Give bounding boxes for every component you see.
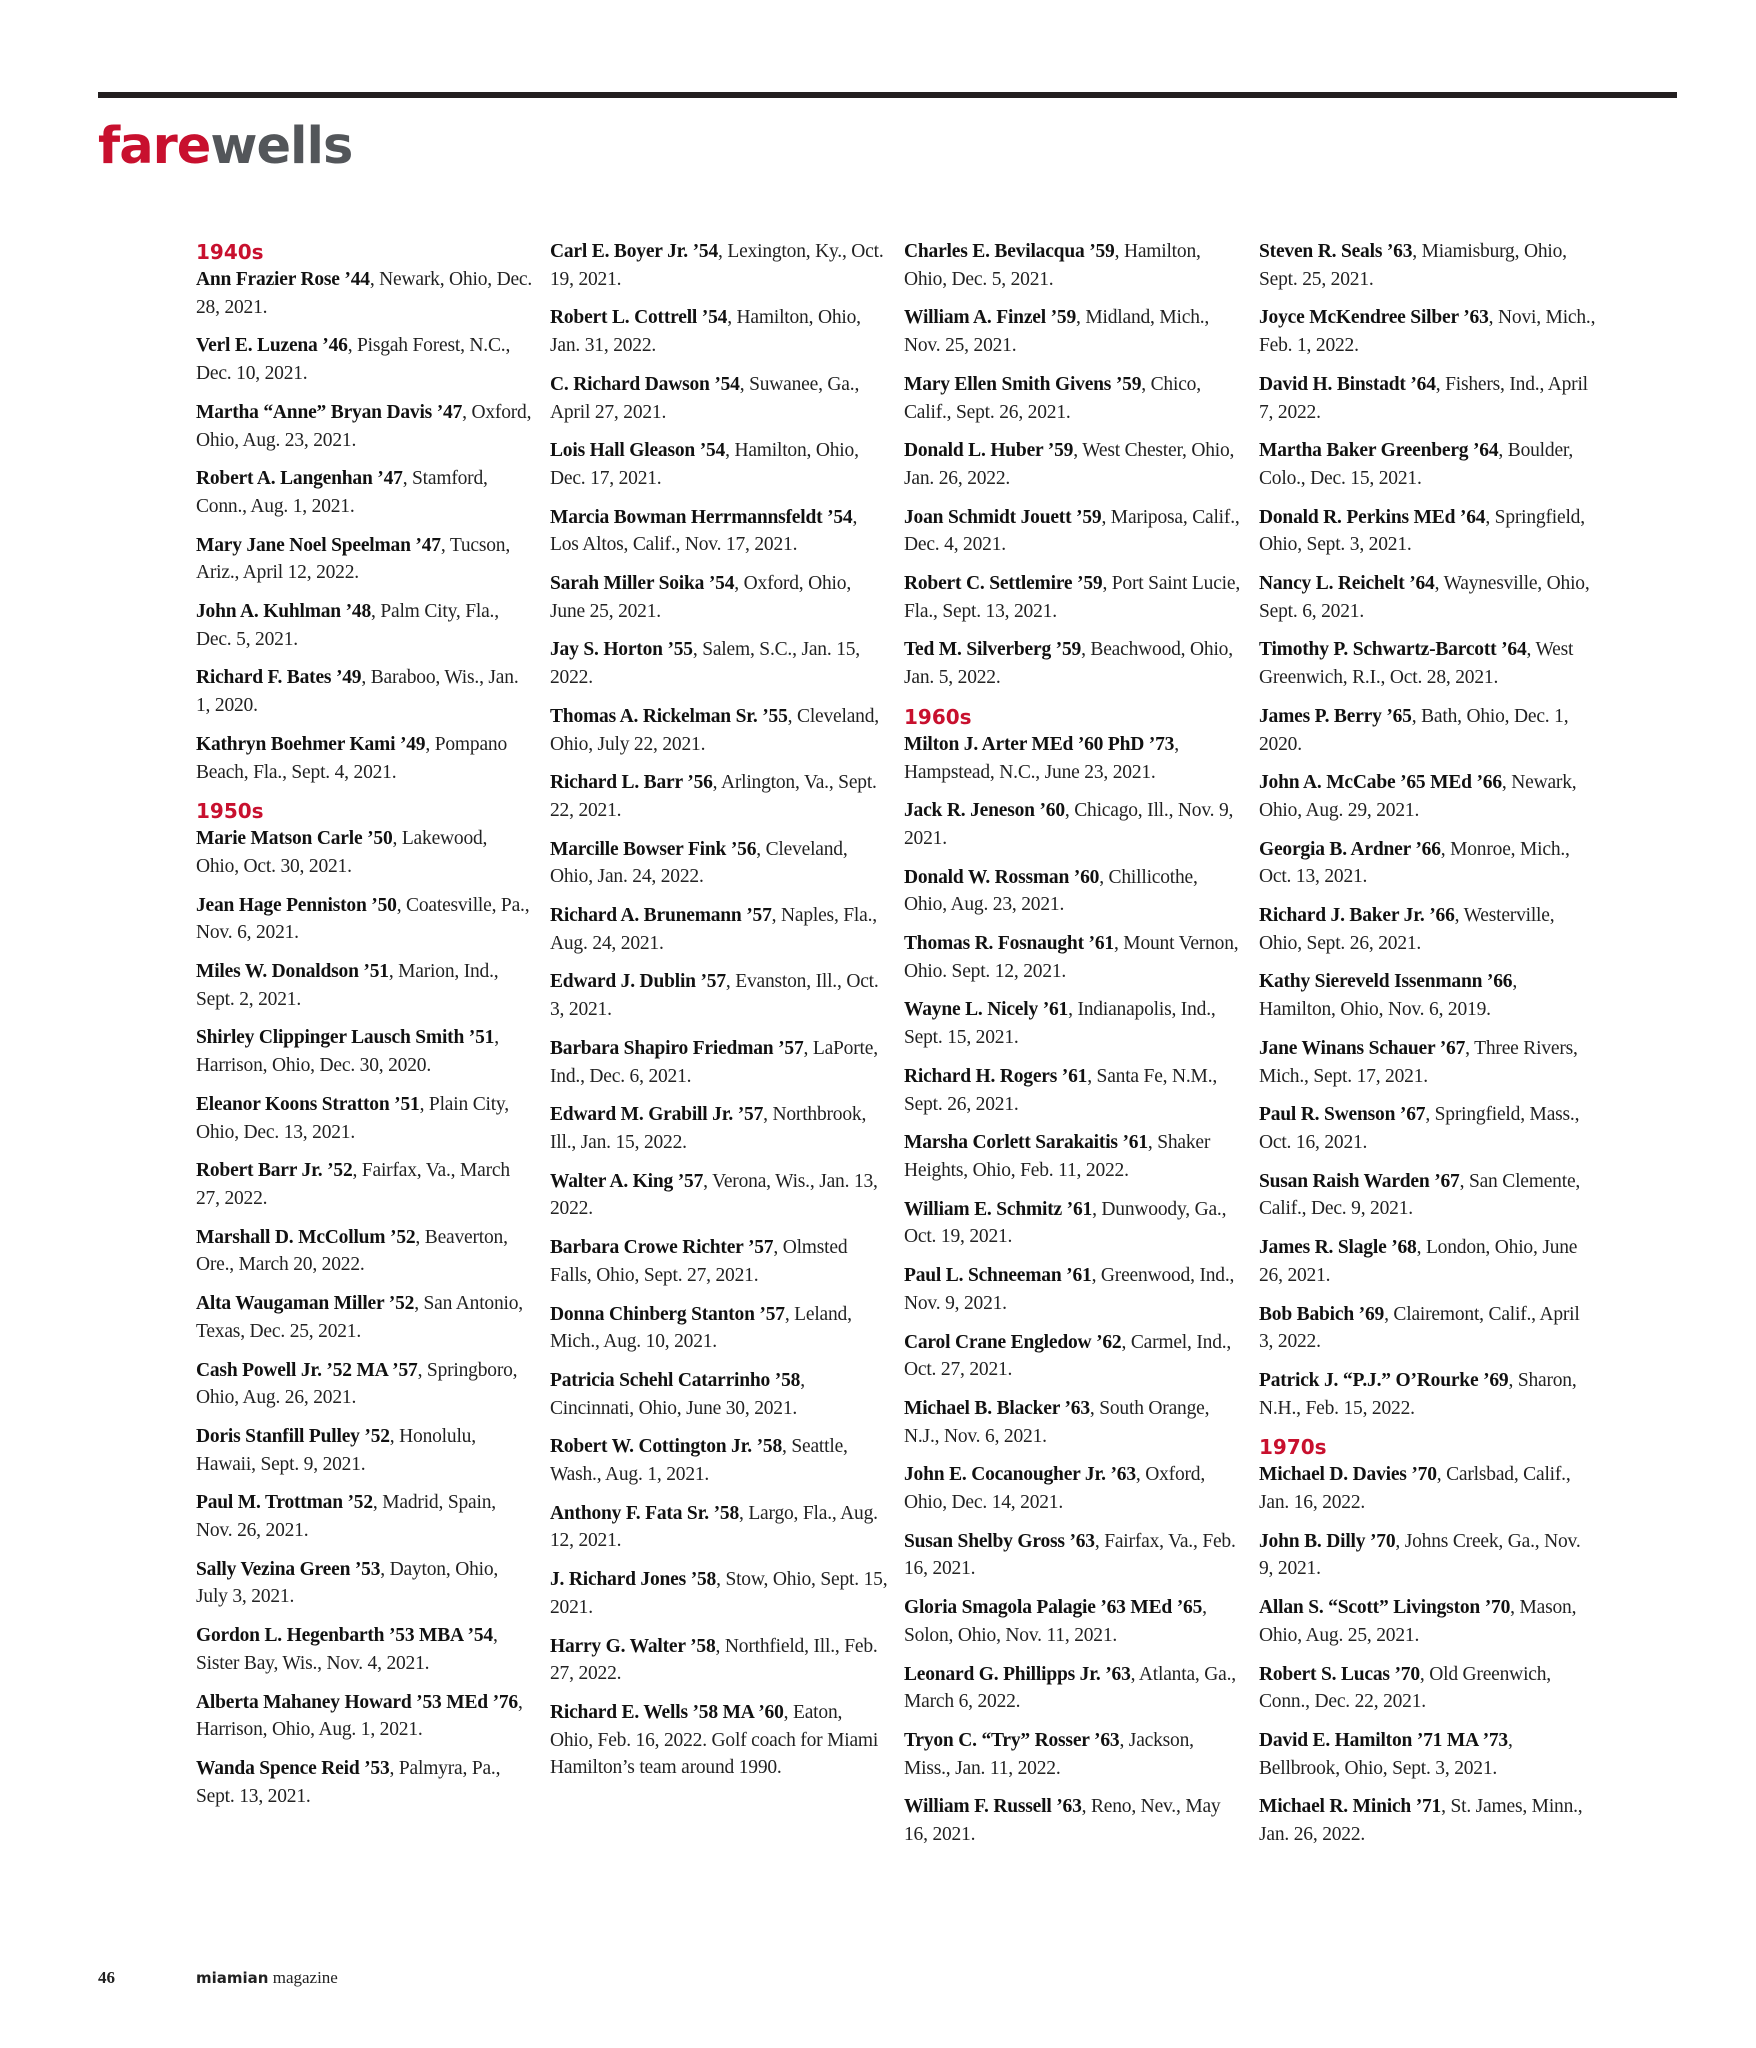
alumni-name: Joyce McKendree Silber ’63 [1259,307,1489,329]
obituary-entry [904,1196,1242,1251]
alumni-name: Steven R. Seals ’63 [1259,241,1413,262]
obituary-entry [196,1024,534,1079]
obituary-details: , Fishers, Ind., April 7, 2022. [1259,373,1588,423]
obituary-entry [904,636,1242,691]
obituary-entry [550,1500,888,1555]
alumni-name: Alta Waugaman Miller ’52 [196,1293,415,1315]
alumni-name: Richard H. Rogers ’61 [904,1065,1088,1087]
top-rule [98,92,1677,98]
alumni-name: Robert L. Cottrell ’54 [550,307,728,329]
obituary-details: , Springfield, Mass., Oct. 16, 2021. [1259,1104,1580,1153]
obituary-details: , Mariposa, Calif., Dec. 4, 2021. [904,506,1240,556]
obituary-entry [550,1699,888,1782]
alumni-name: C. Richard Dawson ’54 [550,373,740,395]
obituary-details: , Springboro, Ohio, Aug. 26, 2021. [196,1359,518,1409]
obituary-details: , Miamisburg, Ohio, Sept. 25, 2021. [1259,241,1567,290]
obituary-details: , Madrid, Spain, Nov. 26, 2021. [196,1492,496,1542]
obituary-entry [1259,1661,1597,1716]
alumni-name: Michael B. Blacker ’63 [904,1397,1090,1419]
obituary-details: , Westerville, Ohio, Sept. 26, 2021. [1259,905,1555,954]
obituary-details: , Port Saint Lucie, Fla., Sept. 13, 2021. [904,573,1240,622]
obituary-entry [1259,304,1597,359]
alumni-name: Georgia B. Ardner ’66 [1259,838,1441,860]
obituary-entry [904,504,1242,559]
obituary-entry [196,598,534,653]
alumni-name: Kathryn Boehmer Kami ’49 [196,733,426,755]
obituary-entry [1259,1301,1597,1356]
obituary-entry [550,437,888,492]
obituary-details: , San Antonio, Texas, Dec. 25, 2021. [196,1293,523,1342]
obituary-entry [1259,238,1597,293]
obituary-entry [550,1301,888,1356]
obituary-entry [196,399,534,454]
obituary-details: , Lexington, Ky., Oct. 19, 2021. [550,241,884,290]
alumni-name: Donald L. Huber ’59 [904,440,1074,462]
alumni-name: Mary Jane Noel Speelman ’47 [196,534,441,556]
alumni-name: Jack R. Jeneson ’60 [904,800,1065,822]
obituary-entry [550,1234,888,1289]
obituary-details: , Palm City, Fla., Dec. 5, 2021. [196,601,499,650]
obituary-details: , Eaton, Ohio, Feb. 16, 2022. Golf coach for Miami Hamilton’s team around 1990. [550,1701,879,1779]
obituary-details: , Baraboo, Wis., Jan. 1, 2020. [196,667,519,717]
obituary-entry [904,1063,1242,1118]
alumni-name: Gordon L. Hegenbarth ’53 MBA ’54 [196,1625,493,1647]
section-title [98,112,352,182]
obituary-entry [1259,1793,1597,1848]
obituary-details: , Los Altos, Calif., Nov. 17, 2021. [550,506,858,556]
obituary-details: , Bellbrook, Ohio, Sept. 3, 2021. [1259,1729,1513,1779]
obituary-entry [904,238,1242,293]
alumni-name: John A. Kuhlman ’48 [196,601,372,623]
alumni-name: Sally Vezina Green ’53 [196,1558,381,1580]
obituary-details: , Salem, S.C., Jan. 15, 2022. [550,639,860,689]
alumni-name: Robert S. Lucas ’70 [1259,1663,1420,1685]
obituary-entry [196,731,534,786]
obituary-entry [1259,371,1597,426]
page-number: 46 [98,1968,115,1987]
alumni-name: Leonard G. Phillipps Jr. ’63 [904,1663,1131,1685]
alumni-name: Alberta Mahaney Howard ’53 MEd ’76 [196,1691,518,1713]
obituary-entry [196,1755,534,1810]
obituary-details: , Cleveland, Ohio, Jan. 24, 2022. [550,838,848,888]
obituary-details: , Novi, Mich., Feb. 1, 2022. [1259,307,1596,357]
obituary-entry [904,731,1242,786]
alumni-name: Anthony F. Fata Sr. ’58 [550,1502,739,1524]
obituary-entry [904,930,1242,985]
alumni-name: Patrick J. “P.J.” O’Rourke ’69 [1259,1369,1509,1391]
decade-heading: 1940s [196,240,264,264]
alumni-name: Cash Powell Jr. ’52 MA ’57 [196,1359,418,1381]
obituary-details: , Lakewood, Ohio, Oct. 30, 2021. [196,828,488,877]
obituary-entry [904,1594,1242,1649]
obituary-details: , Dunwoody, Ga., Oct. 19, 2021. [904,1198,1227,1248]
obituary-details: , Palmyra, Pa., Sept. 13, 2021. [196,1757,501,1807]
alumni-name: Gloria Smagola Palagie ’63 MEd ’65 [904,1597,1203,1619]
alumni-name: Lois Hall Gleason ’54 [550,440,726,462]
obituary-entry [1259,1168,1597,1223]
obituary-entry [904,1661,1242,1716]
obituary-entry [550,570,888,625]
decade-heading: 1950s [196,799,264,824]
alumni-name: Martha Baker Greenberg ’64 [1259,440,1499,462]
obituary-entry [1259,1594,1597,1649]
obituary-details: , Monroe, Mich., Oct. 13, 2021. [1259,838,1570,888]
alumni-name: Charles E. Bevilacqua ’59 [904,241,1115,262]
decade-heading: 1970s [1259,1435,1327,1460]
obituary-details: , Bath, Ohio, Dec. 1, 2020. [1259,705,1569,755]
obituary-entry [196,958,534,1013]
alumni-name: Harry G. Walter ’58 [550,1635,716,1657]
obituary-entry [1259,1234,1597,1289]
obituary-entry [196,1622,534,1677]
obituary-details: , Newark, Ohio, Aug. 29, 2021. [1259,772,1577,821]
obituary-details: , Cleveland, Ohio, July 22, 2021. [550,705,879,755]
obituary-details: , West Chester, Ohio, Jan. 26, 2022. [904,440,1235,489]
obituary-details: , Northbrook, Ill., Jan. 15, 2022. [550,1104,867,1153]
obituary-details: , Dayton, Ohio, July 3, 2021. [196,1558,499,1608]
obituary-details: , Fairfax, Va., Feb. 16, 2021. [904,1530,1236,1580]
obituary-entry [550,1035,888,1090]
alumni-name: Wanda Spence Reid ’53 [196,1757,390,1779]
obituary-details: , Largo, Fla., Aug. 12, 2021. [550,1502,878,1552]
alumni-name: Jane Winans Schauer ’67 [1259,1037,1466,1059]
obituary-details: , Mason, Ohio, Aug. 25, 2021. [1259,1597,1577,1646]
alumni-name: Thomas R. Fosnaught ’61 [904,933,1114,955]
obituary-entry [904,1129,1242,1184]
obituary-entry [904,797,1242,852]
obituary-entry [550,636,888,691]
obituary-entry [904,864,1242,919]
obituary-entry [196,532,534,587]
decade-heading: 1960s [904,704,972,729]
alumni-name: Carl E. Boyer Jr. ’54 [550,241,719,262]
alumni-name: Marsha Corlett Sarakaitis ’61 [904,1132,1148,1154]
alumni-name: Joan Schmidt Jouett ’59 [904,506,1102,528]
alumni-name: Michael D. Davies ’70 [1259,1464,1437,1486]
obituary-entry [904,1793,1242,1848]
obituary-details: , Hamilton, Ohio, Jan. 31, 2022. [550,307,861,357]
alumni-name: Miles W. Donaldson ’51 [196,961,389,983]
obituary-entry [550,1168,888,1223]
obituary-details: , Marion, Ind., Sept. 2, 2021. [196,961,499,1010]
obituary-entry [904,304,1242,359]
alumni-name: Patricia Schehl Catarrinho ’58 [550,1369,801,1391]
obituary-details: , Leland, Mich., Aug. 10, 2021. [550,1303,852,1353]
obituary-details: , Olmsted Falls, Ohio, Sept. 27, 2021. [550,1237,848,1286]
alumni-name: Jay S. Horton ’55 [550,639,693,661]
obituary-entry [196,664,534,719]
obituary-details: , Solon, Ohio, Nov. 11, 2021. [904,1597,1207,1646]
obituary-entry [1259,703,1597,758]
obituary-entry [1259,1035,1597,1090]
obituary-details: , Tucson, Ariz., April 12, 2022. [196,534,511,584]
obituary-details: , Suwanee, Ga., April 27, 2021. [550,373,860,423]
alumni-name: Allan S. “Scott” Livingston ’70 [1259,1597,1511,1619]
alumni-name: James R. Slagle ’68 [1259,1237,1417,1259]
obituary-details: , Springfield, Ohio, Sept. 3, 2021. [1259,506,1585,556]
obituary-details: , Carmel, Ind., Oct. 27, 2021. [904,1331,1232,1381]
obituary-details: , Mount Vernon, Ohio. Sept. 12, 2021. [904,933,1239,982]
alumni-name: Bob Babich ’69 [1259,1303,1385,1325]
obituary-entry [1259,504,1597,559]
alumni-name: Verl E. Luzena ’46 [196,335,348,357]
alumni-name: Tryon C. “Try” Rosser ’63 [904,1729,1120,1751]
alumni-name: Robert W. Cottington Jr. ’58 [550,1436,783,1458]
obituary-entry [550,238,888,293]
alumni-name: Richard E. Wells ’58 MA ’60 [550,1701,784,1723]
obituary-entry [1259,769,1597,824]
obituary-entry [1259,968,1597,1023]
obituary-details: , London, Ohio, June 26, 2021. [1259,1237,1578,1286]
obituary-column-1 [196,238,534,1821]
obituary-details: , Naples, Fla., Aug. 24, 2021. [550,905,877,954]
obituary-details: , Hampstead, N.C., June 23, 2021. [904,733,1179,783]
obituary-details: , Boulder, Colo., Dec. 15, 2021. [1259,440,1574,489]
obituary-details: , Oxford, Ohio, June 25, 2021. [550,573,851,622]
obituary-entry [1259,1727,1597,1782]
obituary-details: , Beachwood, Ohio, Jan. 5, 2022. [904,639,1233,689]
section-title-part1: fare [98,117,211,176]
alumni-name: Paul L. Schneeman ’61 [904,1265,1092,1287]
alumni-name: Donald W. Rossman ’60 [904,866,1100,888]
obituary-column-3 [904,238,1242,1860]
alumni-name: William E. Schmitz ’61 [904,1198,1093,1220]
obituary-details: , Coatesville, Pa., Nov. 6, 2021. [196,894,530,944]
obituary-details: , Hamilton, Ohio, Nov. 6, 2019. [1259,971,1518,1021]
obituary-details: , Sharon, N.H., Feb. 15, 2022. [1259,1369,1577,1419]
alumni-name: Barbara Crowe Richter ’57 [550,1237,774,1259]
alumni-name: John B. Dilly ’70 [1259,1530,1396,1552]
obituary-details: , Chico, Calif., Sept. 26, 2021. [904,373,1201,423]
obituary-details: , Stamford, Conn., Aug. 1, 2021. [196,468,488,517]
obituary-entry [1259,902,1597,957]
alumni-name: Marie Matson Carle ’50 [196,828,393,850]
obituary-entry [196,1290,534,1345]
obituary-entry [1259,1528,1597,1583]
alumni-name: Eleanor Koons Stratton ’51 [196,1093,420,1115]
alumni-name: David H. Binstadt ’64 [1259,373,1436,395]
obituary-details: , Hamilton, Ohio, Dec. 17, 2021. [550,440,859,489]
obituary-column-2 [550,238,888,1793]
obituary-details: , Chicago, Ill., Nov. 9, 2021. [904,800,1234,849]
obituary-entry [904,1262,1242,1317]
alumni-name: Carol Crane Engledow ’62 [904,1331,1122,1353]
obituary-details: , South Orange, N.J., Nov. 6, 2021. [904,1397,1210,1447]
obituary-details: , Johns Creek, Ga., Nov. 9, 2021. [1259,1530,1581,1580]
obituary-details: , Fairfax, Va., March 27, 2022. [196,1160,510,1209]
alumni-name: Thomas A. Rickelman Sr. ’55 [550,705,788,727]
alumni-name: John E. Cocanougher Jr. ’63 [904,1464,1136,1486]
alumni-name: Walter A. King ’57 [550,1170,704,1192]
alumni-name: Ted M. Silverberg ’59 [904,639,1082,661]
alumni-name: Richard J. Baker Jr. ’66 [1259,905,1455,927]
alumni-name: Wayne L. Nicely ’61 [904,999,1069,1021]
obituary-entry [550,1367,888,1422]
obituary-details: , Old Greenwich, Conn., Dec. 22, 2021. [1259,1663,1551,1713]
alumni-name: Edward J. Dublin ’57 [550,971,726,993]
obituary-entry [196,1423,534,1478]
obituary-details: , Sister Bay, Wis., Nov. 4, 2021. [196,1625,498,1674]
alumni-name: Edward M. Grabill Jr. ’57 [550,1104,764,1126]
obituary-entry [550,902,888,957]
alumni-name: Michael R. Minich ’71 [1259,1796,1442,1818]
obituary-details: , Atlanta, Ga., March 6, 2022. [904,1663,1236,1713]
alumni-name: Donna Chinberg Stanton ’57 [550,1303,785,1325]
obituary-entry [196,266,534,321]
obituary-entry [904,1461,1242,1516]
obituary-details: , Shaker Heights, Ohio, Feb. 11, 2022. [904,1132,1211,1181]
obituary-column-4 [1259,238,1597,1860]
obituary-entry [1259,570,1597,625]
obituary-details: , Chillicothe, Ohio, Aug. 23, 2021. [904,866,1198,916]
obituary-details: , Evanston, Ill., Oct. 3, 2021. [550,971,879,1021]
obituary-entry [550,1566,888,1621]
alumni-name: Milton J. Arter MEd ’60 PhD ’73 [904,733,1175,755]
alumni-name: Mary Ellen Smith Givens ’59 [904,373,1142,395]
obituary-entry [904,1395,1242,1450]
obituary-entry [904,1528,1242,1583]
obituary-details: , Cincinnati, Ohio, June 30, 2021. [550,1369,805,1419]
obituary-details: , St. James, Minn., Jan. 26, 2022. [1259,1796,1583,1846]
magazine-name-rest: magazine [268,1968,338,1987]
obituary-details: , Santa Fe, N.M., Sept. 26, 2021. [904,1065,1218,1115]
obituary-details: , Indianapolis, Ind., Sept. 15, 2021. [904,999,1216,1049]
obituary-entry [904,996,1242,1051]
obituary-entry [1259,1101,1597,1156]
alumni-name: Susan Shelby Gross ’63 [904,1530,1095,1552]
obituary-entry [196,825,534,880]
obituary-details: , Jackson, Miss., Jan. 11, 2022. [904,1729,1194,1779]
alumni-name: William A. Finzel ’59 [904,307,1077,329]
obituary-details: , Newark, Ohio, Dec. 28, 2021. [196,269,533,318]
obituary-details: , Honolulu, Hawaii, Sept. 9, 2021. [196,1425,476,1475]
alumni-name: Ann Frazier Rose ’44 [196,269,370,290]
obituary-details: , Reno, Nev., May 16, 2021. [904,1796,1221,1846]
obituary-details: , Harrison, Ohio, Aug. 1, 2021. [196,1691,523,1741]
obituary-entry [196,332,534,387]
alumni-name: Barbara Shapiro Friedman ’57 [550,1037,804,1059]
obituary-details: , Northfield, Ill., Feb. 27, 2022. [550,1635,878,1685]
obituary-details: , Hamilton, Ohio, Dec. 5, 2021. [904,241,1201,290]
obituary-entry [550,769,888,824]
obituary-details: , Pompano Beach, Fla., Sept. 4, 2021. [196,733,507,783]
obituary-details: , West Greenwich, R.I., Oct. 28, 2021. [1259,639,1574,689]
obituary-entry [196,1157,534,1212]
alumni-name: Robert A. Langenhan ’47 [196,468,403,490]
obituary-entry [550,968,888,1023]
obituary-entry [196,892,534,947]
obituary-entry [196,1689,534,1744]
alumni-name: Shirley Clippinger Lausch Smith ’51 [196,1027,495,1049]
obituary-entry [196,1357,534,1412]
obituary-entry [550,836,888,891]
obituary-entry [904,570,1242,625]
obituary-entry [1259,1461,1597,1516]
alumni-name: J. Richard Jones ’58 [550,1569,717,1591]
obituary-details: , San Clemente, Calif., Dec. 9, 2021. [1259,1170,1581,1220]
obituary-entry [904,1727,1242,1782]
alumni-name: David E. Hamilton ’71 MA ’73 [1259,1729,1508,1751]
obituary-entry [550,703,888,758]
obituary-details: , Seattle, Wash., Aug. 1, 2021. [550,1436,848,1486]
obituary-entry [904,437,1242,492]
obituary-details: , Waynesville, Ohio, Sept. 6, 2021. [1259,573,1590,622]
alumni-name: Marshall D. McCollum ’52 [196,1226,416,1248]
alumni-name: Paul M. Trottman ’52 [196,1492,373,1514]
obituary-details: , Oxford, Ohio, Dec. 14, 2021. [904,1464,1206,1514]
obituary-entry [550,1101,888,1156]
obituary-entry [1259,836,1597,891]
obituary-details: , Greenwood, Ind., Nov. 9, 2021. [904,1265,1235,1314]
obituary-entry [550,1633,888,1688]
alumni-name: Paul R. Swenson ’67 [1259,1104,1426,1126]
alumni-name: Robert C. Settlemire ’59 [904,573,1103,595]
obituary-details: , Plain City, Ohio, Dec. 13, 2021. [196,1093,509,1143]
obituary-details: , Clairemont, Calif., April 3, 2022. [1259,1303,1580,1353]
alumni-name: Marcille Bowser Fink ’56 [550,838,757,860]
magazine-name-bold: miamian [196,1969,269,1987]
alumni-name: William F. Russell ’63 [904,1796,1082,1818]
alumni-name: Jean Hage Penniston ’50 [196,894,397,916]
alumni-name: James P. Berry ’65 [1259,705,1412,727]
obituary-details: , Oxford, Ohio, Aug. 23, 2021. [196,401,532,451]
obituary-entry [196,1091,534,1146]
alumni-name: Sarah Miller Soika ’54 [550,573,735,595]
obituary-details: , Pisgah Forest, N.C., Dec. 10, 2021. [196,335,511,385]
alumni-name: Nancy L. Reichelt ’64 [1259,573,1435,595]
alumni-name: Martha “Anne” Bryan Davis ’47 [196,401,463,423]
alumni-name: Susan Raish Warden ’67 [1259,1170,1460,1192]
obituary-entry [1259,636,1597,691]
obituary-entry [904,1329,1242,1384]
obituary-entry [196,1556,534,1611]
alumni-name: Richard F. Bates ’49 [196,667,362,689]
section-title-part2: wells [210,117,353,176]
obituary-details: , Arlington, Va., Sept. 22, 2021. [550,772,877,821]
obituary-entry [196,1224,534,1279]
obituary-details: , LaPorte, Ind., Dec. 6, 2021. [550,1037,878,1087]
obituary-details: , Carlsbad, Calif., Jan. 16, 2022. [1259,1464,1571,1514]
magazine-name [196,1968,338,1988]
obituary-details: , Beaverton, Ore., March 20, 2022. [196,1226,508,1276]
obituary-details: , Midland, Mich., Nov. 25, 2021. [904,307,1210,357]
obituary-entry [196,465,534,520]
alumni-name: Donald R. Perkins MEd ’64 [1259,506,1486,528]
obituary-details: , Harrison, Ohio, Dec. 30, 2020. [196,1027,499,1077]
alumni-name: Timothy P. Schwartz-Barcott ’64 [1259,639,1527,661]
obituary-details: , Three Rivers, Mich., Sept. 17, 2021. [1259,1037,1578,1087]
alumni-name: Richard A. Brunemann ’57 [550,905,772,927]
alumni-name: Marcia Bowman Herrmannsfeldt ’54 [550,506,853,528]
alumni-name: Kathy Siereveld Issenmann ’66 [1259,971,1513,993]
obituary-entry [550,371,888,426]
obituary-entry [196,1489,534,1544]
obituary-details: , Verona, Wis., Jan. 13, 2022. [550,1170,878,1220]
alumni-name: Robert Barr Jr. ’52 [196,1160,353,1182]
obituary-entry [550,304,888,359]
obituary-details: , Stow, Ohio, Sept. 15, 2021. [550,1569,888,1618]
obituary-entry [1259,437,1597,492]
alumni-name: Doris Stanfill Pulley ’52 [196,1425,390,1447]
obituary-entry [1259,1367,1597,1422]
obituary-entry [550,1433,888,1488]
alumni-name: Richard L. Barr ’56 [550,772,713,794]
alumni-name: John A. McCabe ’65 MEd ’66 [1259,772,1502,794]
obituary-entry [550,504,888,559]
obituary-entry [904,371,1242,426]
